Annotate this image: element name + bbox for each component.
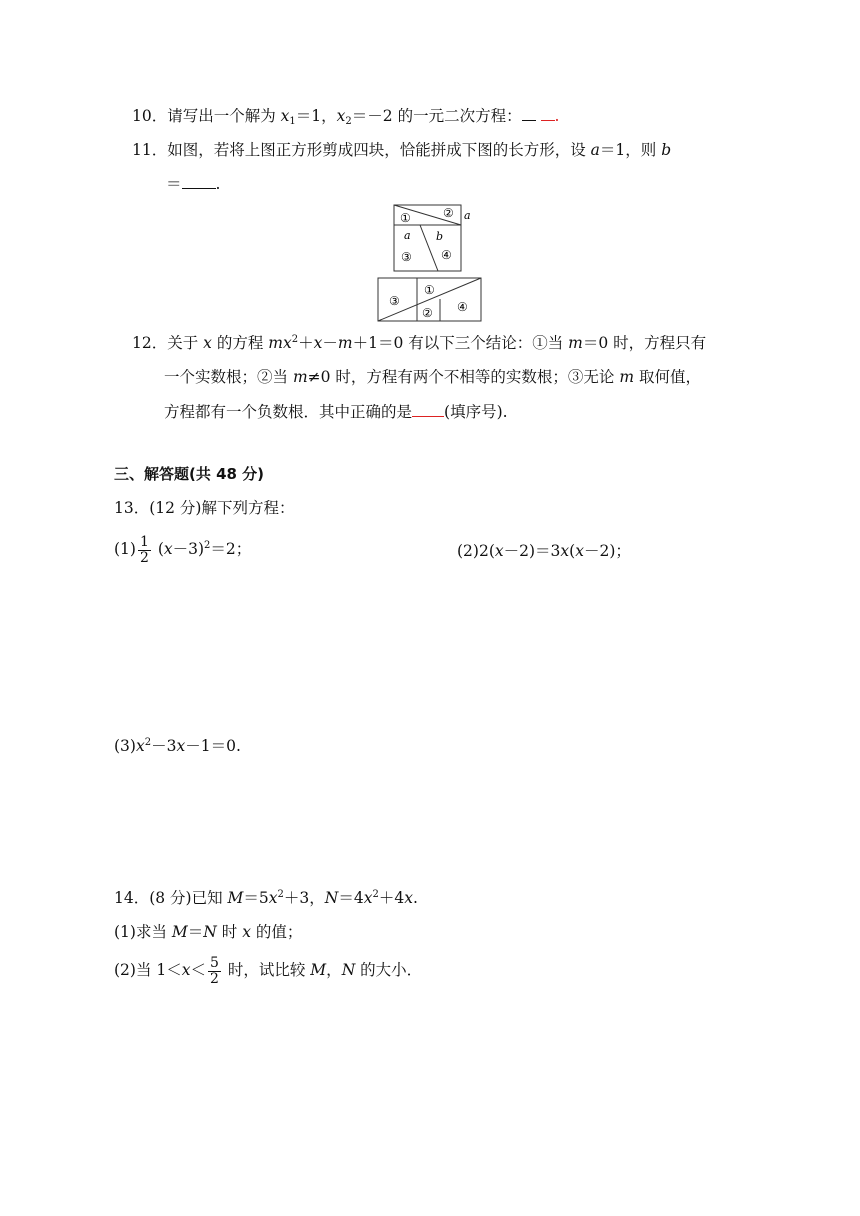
var-x: x xyxy=(203,334,212,352)
piece-1-label: ① xyxy=(400,211,411,225)
var-x: x xyxy=(268,889,278,907)
piece-2-label: ② xyxy=(443,206,454,220)
rect-piece-4-label: ④ xyxy=(457,300,468,314)
q14-text: (2)当 1＜ xyxy=(114,961,182,979)
var-x: x xyxy=(560,542,570,560)
q11-period: . xyxy=(215,175,221,193)
q14-part2 xyxy=(114,955,422,987)
expr: ＝5 xyxy=(243,889,269,907)
q14-text: 14．(8 分)已知 xyxy=(114,889,228,907)
q12-text: 的方程 xyxy=(211,334,269,352)
var-M: M xyxy=(310,961,327,979)
q10-eq2: ＝－2 的一元二次方程： xyxy=(351,107,522,125)
q14-text: (1)求当 xyxy=(114,923,172,941)
piece-4-label: ④ xyxy=(441,248,452,262)
q14-text: 时 xyxy=(216,923,243,941)
expr: －3 xyxy=(151,737,177,755)
op: － xyxy=(322,334,338,352)
expr: －2)； xyxy=(583,542,631,560)
rect-piece-3-label: ③ xyxy=(389,294,400,308)
expr: ＋3， xyxy=(283,889,325,907)
question-11 xyxy=(132,140,671,160)
expr: ， xyxy=(326,961,342,979)
answer-blank-red[interactable] xyxy=(541,106,555,121)
var-a: a xyxy=(590,141,600,159)
q12-text: ≠0 时，方程有两个不相等的实数根；③无论 xyxy=(307,368,620,386)
var-x: x xyxy=(242,923,251,941)
fraction-one-half xyxy=(138,535,151,566)
denominator: 2 xyxy=(139,549,149,566)
q10-eq1: ＝1， xyxy=(295,107,337,125)
label-a: a xyxy=(404,229,411,242)
question-11-line2 xyxy=(166,174,220,194)
op: ＋ xyxy=(298,334,314,352)
q14-text: 时，试比较 xyxy=(222,961,311,979)
denominator: 2 xyxy=(210,970,219,987)
subscript: 1 xyxy=(289,116,296,127)
var-x: x xyxy=(176,737,186,755)
q10-period: . xyxy=(554,107,560,125)
expr: ＜ xyxy=(190,961,207,979)
question-12 xyxy=(132,333,706,353)
question-14-header xyxy=(114,888,418,908)
expr: －3) xyxy=(172,540,205,558)
var-x: x xyxy=(135,737,145,755)
expr: ( xyxy=(569,542,576,560)
part-label: (1) xyxy=(114,540,136,558)
square-figure xyxy=(394,205,471,271)
var-x: x xyxy=(313,334,323,352)
rect-piece-2-label: ② xyxy=(422,306,433,320)
question-10 xyxy=(132,106,559,126)
q13-part1 xyxy=(114,534,251,566)
exponent: 2 xyxy=(291,334,299,345)
rect-piece-1-label: ① xyxy=(424,283,435,297)
section-title: 三、解答题(共 48 分) xyxy=(114,465,265,483)
answer-blank[interactable] xyxy=(182,174,216,189)
fraction-five-halves xyxy=(208,956,221,987)
var-x: x xyxy=(163,540,173,558)
q10-text: 请写出一个解为 xyxy=(167,107,281,125)
q10-number: 10． xyxy=(132,107,168,125)
var-M: M xyxy=(227,889,244,907)
var-b: b xyxy=(661,141,672,159)
q11-text-b: ＝1，则 xyxy=(599,141,662,159)
q13-part3 xyxy=(114,736,241,756)
label-b: b xyxy=(436,230,444,243)
expr: ＝4 xyxy=(338,889,364,907)
exponent: 2 xyxy=(204,540,211,551)
var-x: x xyxy=(494,542,504,560)
var-x: x xyxy=(575,542,584,560)
expr: －2)＝3 xyxy=(503,542,561,560)
expr: ＝ xyxy=(187,923,204,941)
var-M: M xyxy=(171,923,188,941)
exponent: 2 xyxy=(144,737,152,748)
var-m: m xyxy=(619,368,635,386)
q12-text: 取何值， xyxy=(634,368,701,386)
q12-text: (填序号). xyxy=(444,403,508,421)
puzzle-figure xyxy=(376,203,484,323)
numerator: 1 xyxy=(139,533,149,550)
q11-text: 如图，若将上图正方形剪成四块，恰能拼成下图的长方形，设 xyxy=(167,141,591,159)
var-m: m xyxy=(568,334,583,352)
q14-text: 的值； xyxy=(250,923,303,941)
q11-number: 11． xyxy=(132,141,168,159)
var-m: m xyxy=(337,334,353,352)
piece-3-label: ③ xyxy=(401,250,412,264)
answer-blank[interactable] xyxy=(522,106,536,121)
q12-text: 关于 xyxy=(167,334,204,352)
var-N: N xyxy=(324,889,339,907)
var-x: x xyxy=(336,107,346,125)
question-12-line2 xyxy=(164,367,701,387)
numerator: 5 xyxy=(210,954,219,971)
rectangle-figure xyxy=(378,278,481,321)
question-12-line3 xyxy=(164,402,508,422)
side-label-a: a xyxy=(464,209,471,222)
q13-part2 xyxy=(457,541,631,561)
answer-blank[interactable] xyxy=(412,402,444,417)
var-x: x xyxy=(404,889,413,907)
expr: ( xyxy=(152,540,164,558)
expr: －1＝0. xyxy=(185,737,241,755)
var-m: m xyxy=(292,368,308,386)
q12-number: 12． xyxy=(132,334,168,352)
exponent: 2 xyxy=(372,889,379,900)
var-mx: mx xyxy=(268,334,292,352)
expr: ＋4 xyxy=(378,889,405,907)
var-N: N xyxy=(203,923,217,941)
var-x: x xyxy=(363,889,373,907)
q12-text: 方程都有一个负数根．其中正确的是 xyxy=(164,403,413,421)
q14-part1 xyxy=(114,922,302,942)
q12-text: ＝0 时，方程只有 xyxy=(582,334,707,352)
part-label: (2)2( xyxy=(457,542,495,560)
q12-text: 一个实数根；②当 xyxy=(164,368,293,386)
q14-text: 的大小． xyxy=(355,961,423,979)
expr: . xyxy=(412,889,418,907)
var-x: x xyxy=(280,107,290,125)
var-N: N xyxy=(341,961,356,979)
q11-eq: ＝ xyxy=(166,175,182,193)
part-label: (3) xyxy=(114,737,136,755)
var-x: x xyxy=(181,961,191,979)
q12-text: ＋1＝0 有以下三个结论：①当 xyxy=(352,334,569,352)
exponent: 2 xyxy=(277,889,284,900)
subscript: 2 xyxy=(345,116,352,127)
question-13-header: 13．(12 分)解下列方程： xyxy=(114,499,295,517)
expr: ＝2； xyxy=(210,540,252,558)
